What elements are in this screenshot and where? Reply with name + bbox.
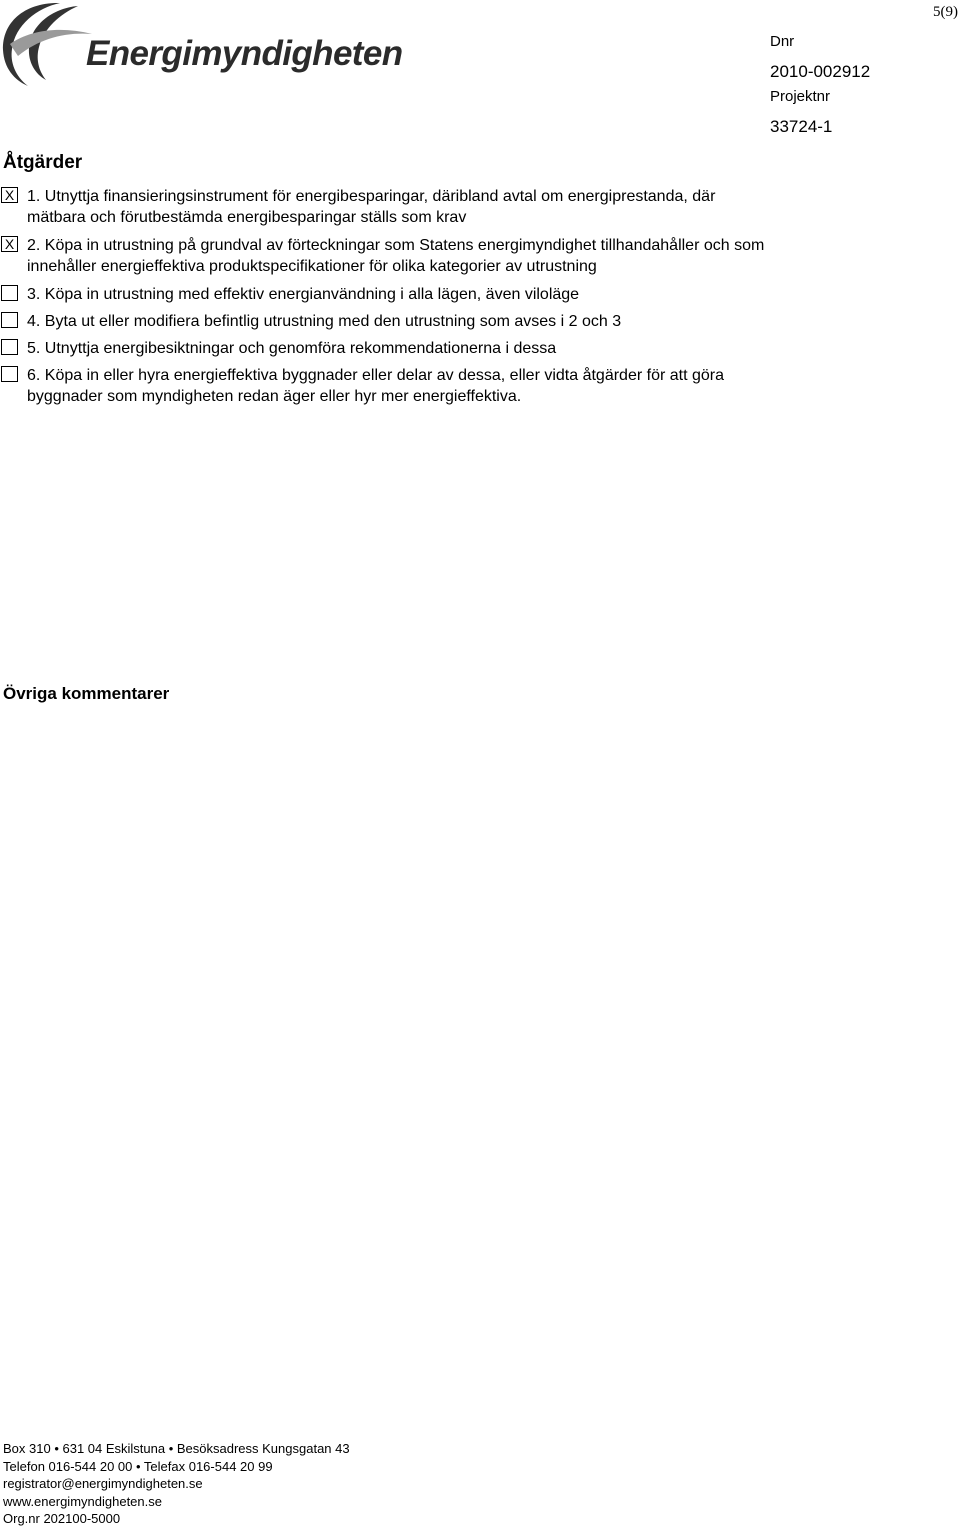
energimyndigheten-logo: [0, 0, 403, 90]
dnr-label: Dnr: [770, 33, 795, 50]
page-number: 5(9): [933, 4, 958, 20]
logo-swoosh-icon: [0, 0, 95, 90]
footer-email: registrator@energimyndigheten.se: [3, 1476, 203, 1491]
footer-phone: Telefon 016-544 20 00 • Telefax 016-544 20 99: [3, 1458, 273, 1474]
logo-wordmark: Energimyndigheten: [86, 34, 403, 73]
footer-address: Box 310 • 631 04 Eskilstuna • Besöksadress Kungsgatan 43: [3, 1441, 350, 1456]
action-text-3: 3. Köpa in utrustning med effektiv energianvändning i alla lägen, även viloläge: [27, 286, 580, 303]
action-text-5: 5. Utnyttja energibesiktningar och genomföra rekommendationerna i dessa: [27, 340, 557, 357]
action-checkbox-1[interactable]: X: [1, 187, 18, 203]
action-checkbox-2[interactable]: X: [1, 236, 18, 252]
action-checkbox-4[interactable]: [1, 312, 18, 328]
project-label: Projektnr: [770, 88, 831, 105]
action-checkbox-3[interactable]: [1, 285, 18, 301]
action-checkbox-5[interactable]: [1, 339, 18, 355]
project-value: 33724-1: [770, 117, 833, 136]
action-text-4: 4. Byta ut eller modifiera befintlig utrustning med den utrustning som avses i 2 och 3: [27, 313, 622, 330]
actions-heading: Åtgärder: [3, 152, 83, 173]
action-text-6: 6. Köpa in eller hyra energieffektiva byggnader eller delar av dessa, eller vidta åtgärder för att göra byggnader som myndigheten redan äger eller hyr mer energieffektiva.: [27, 367, 724, 405]
action-checkbox-6[interactable]: [1, 366, 18, 382]
comments-heading: Övriga kommentarer: [3, 684, 170, 703]
action-text-1: 1. Utnyttja finansieringsinstrument för energibesparingar, däribland avtal om energiprestanda, där mätbara och förutbestämda energibesparingar ställs som krav: [27, 188, 716, 226]
footer-website: www.energimyndigheten.se: [3, 1493, 162, 1509]
footer-contact: [3, 1440, 350, 1528]
footer-orgnr: Org.nr 202100-5000: [3, 1511, 121, 1526]
reference-block: [770, 32, 950, 138]
action-text-2: 2. Köpa in utrustning på grundval av förteckningar som Statens energimyndighet tillhandahåller och som innehåller energieffektiva produktspecifikationer för olika kategorier av utrustning: [27, 237, 765, 275]
dnr-value: 2010-002912: [770, 62, 871, 81]
